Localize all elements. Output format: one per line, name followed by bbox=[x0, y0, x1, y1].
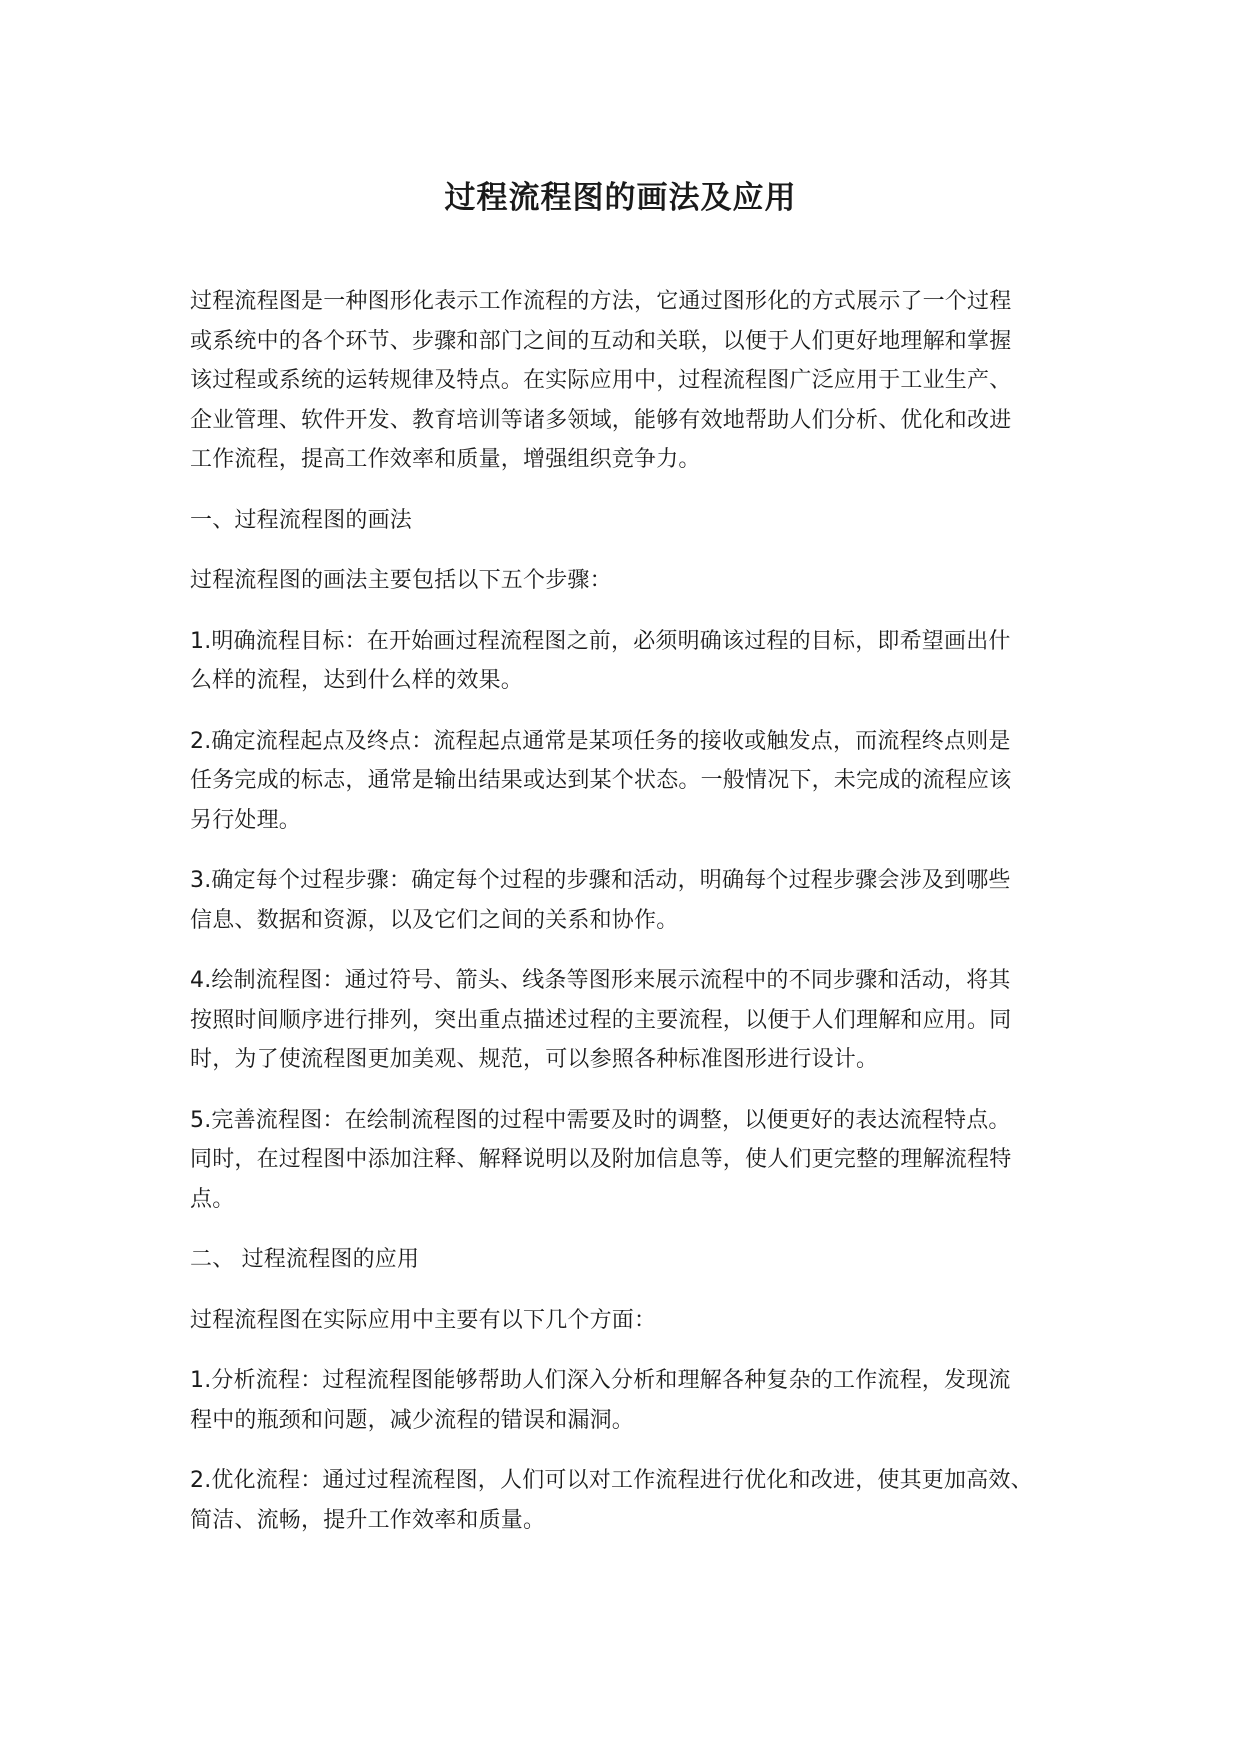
text-line: 企业管理、软件开发、教育培训等诸多领域，能够有效地帮助人们分析、优化和改进 bbox=[190, 407, 1012, 433]
text-line: 过程流程图是一种图形化表示工作流程的方法，它通过图形化的方式展示了一个过程 bbox=[190, 289, 1012, 314]
text-line: 工作流程，提高工作效率和质量，增强组织竞争力。 bbox=[190, 447, 701, 472]
application-item bbox=[190, 1361, 1070, 1440]
section-heading-application: 二、 过程流程图的应用 bbox=[190, 1247, 420, 1272]
text-line: 任务完成的标志，通常是输出结果或达到某个状态。一般情况下，未完成的流程应该 bbox=[190, 768, 1012, 793]
section-lead: 过程流程图在实际应用中主要有以下几个方面： bbox=[190, 1307, 657, 1333]
text-line: 2.优化流程：通过过程流程图，人们可以对工作流程进行优化和改进，使其更加高效、 bbox=[190, 1468, 1033, 1493]
section-heading-drawing: 一、过程流程图的画法 bbox=[190, 507, 413, 533]
text-line: 么样的流程，达到什么样的效果。 bbox=[190, 668, 524, 693]
text-line: 该过程或系统的运转规律及特点。在实际应用中，过程流程图广泛应用于工业生产、 bbox=[190, 368, 1012, 393]
text-line: 另行处理。 bbox=[190, 807, 302, 833]
text-line: 3.确定每个过程步骤：确定每个过程的步骤和活动，明确每个过程步骤会涉及到哪些 bbox=[190, 868, 1011, 893]
text-line: 同时，在过程图中添加注释、解释说明以及附加信息等，使人们更完整的理解流程特 bbox=[190, 1147, 1012, 1172]
text-line: 点。 bbox=[190, 1186, 235, 1212]
text-line: 2.确定流程起点及终点：流程起点通常是某项任务的接收或触发点，而流程终点则是 bbox=[190, 728, 1011, 754]
step-item bbox=[190, 722, 1070, 841]
document-title: 过程流程图的画法及应用 bbox=[444, 180, 797, 216]
text-line: 或系统中的各个环节、步骤和部门之间的互动和关联，以便于人们更好地理解和掌握 bbox=[190, 328, 1012, 354]
text-line: 1.明确流程目标：在开始画过程流程图之前，必须明确该过程的目标，即希望画出什 bbox=[190, 628, 1011, 654]
intro-paragraph bbox=[190, 282, 1070, 480]
step-item bbox=[190, 961, 1070, 1080]
text-line: 时，为了使流程图更加美观、规范，可以参照各种标准图形进行设计。 bbox=[190, 1047, 879, 1072]
text-line: 程中的瓶颈和问题，减少流程的错误和漏洞。 bbox=[190, 1407, 635, 1433]
text-line: 信息、数据和资源，以及它们之间的关系和协作。 bbox=[190, 907, 679, 933]
section-lead: 过程流程图的画法主要包括以下五个步骤： bbox=[190, 568, 612, 593]
text-line: 5.完善流程图：在绘制流程图的过程中需要及时的调整，以便更好的表达流程特点。 bbox=[190, 1107, 1011, 1133]
document-body bbox=[190, 282, 1070, 1540]
text-line: 简洁、流畅，提升工作效率和质量。 bbox=[190, 1507, 546, 1533]
application-item bbox=[190, 1461, 1070, 1540]
step-item bbox=[190, 622, 1070, 701]
text-line: 1.分析流程：过程流程图能够帮助人们深入分析和理解各种复杂的工作流程，发现流 bbox=[190, 1368, 1011, 1393]
text-line: 按照时间顺序进行排列，突出重点描述过程的主要流程，以便于人们理解和应用。同 bbox=[190, 1007, 1012, 1033]
step-item bbox=[190, 1101, 1070, 1220]
text-line: 4.绘制流程图：通过符号、箭头、线条等图形来展示流程中的不同步骤和活动，将其 bbox=[190, 968, 1011, 993]
step-item bbox=[190, 861, 1070, 940]
